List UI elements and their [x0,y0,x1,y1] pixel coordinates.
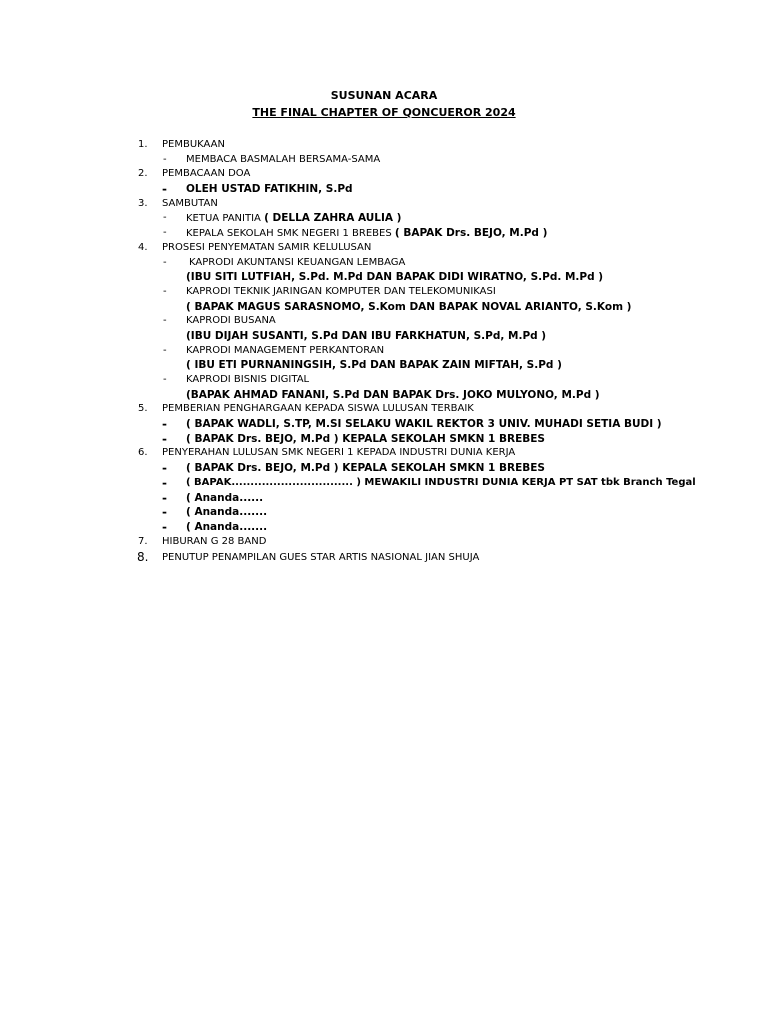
sub-item [0,491,768,506]
sub-item-label: KETUA PANITIA [186,213,261,225]
agenda-item-1 [0,138,768,153]
sub-item-detail [0,329,768,344]
item-number: 8. [137,550,149,565]
sub-item-name: ( BAPAK WADLI, S.TP, M.SI SELAKU WAKIL REKTOR 3 UNIV. MUHADI SETIA BUDI ) [186,418,662,431]
sub-item-name: ( DELLA ZAHRA AULIA ) [264,212,402,225]
sub-item-name: ( IBU ETI PURNANINGSIH, S.Pd DAN BAPAK ZAIN MIFTAH, S.Pd ) [186,359,562,372]
dash-marker: - [162,431,167,446]
dash-marker: - [162,505,167,520]
item-text: PENYERAHAN LULUSAN SMK NEGERI 1 KEPADA INDUSTRI DUNIA KERJA [162,447,516,459]
document-subtitle: THE FINAL CHAPTER OF QONCUEROR 2024 [252,106,516,119]
sub-item [0,505,768,520]
sub-item-detail [0,300,768,315]
item-text: PENUTUP PENAMPILAN GUES STAR ARTIS NASIONAL JIAN SHUJA [162,552,480,564]
agenda-item-7 [0,535,768,550]
item-number: 1. [138,139,148,150]
agenda-item-8 [0,549,768,566]
agenda-item-6 [0,446,768,461]
sub-item-detail [0,388,768,403]
sub-item-name: ( BAPAK................................ ) MEWAKILI INDUSTRI DUNIA KERJA PT SAT tbk Branch Tegal [186,476,696,488]
dash-marker: - [162,182,167,197]
document-title: SUSUNAN ACARA [330,89,438,102]
sub-item-name: ( Ananda....... [186,520,268,533]
sub-item-text: KAPRODI AKUNTANSI KEUANGAN LEMBAGA [189,256,406,268]
agenda-list [0,138,768,566]
item-text: PROSESI PENYEMATAN SAMIR KELULUSAN [162,241,372,253]
sub-item [0,344,768,359]
dash-marker: - [163,374,167,385]
item-text: PEMBERIAN PENGHARGAAN KEPADA SISWA LULUSAN TERBAIK [162,403,474,415]
sub-item [0,461,768,476]
sub-item-text: MEMBACA BASMALAH BERSAMA-SAMA [186,153,381,165]
sub-item [0,476,768,491]
dash-marker: - [162,461,167,476]
dash-marker: - [163,227,167,239]
sub-item-name: (BAPAK AHMAD FANANI, S.Pd DAN BAPAK Drs. JOKO MULYONO, M.Pd ) [186,388,600,401]
sub-item [0,314,768,329]
sub-item-name: ( Ananda....... [186,506,268,519]
dash-marker: - [163,315,167,327]
sub-item [0,153,768,168]
sub-item-name: ( Ananda...... [186,491,264,504]
sub-item [0,520,768,535]
sub-item-text [186,211,402,227]
item-number: 4. [138,241,148,253]
sub-item-text: KAPRODI BISNIS DIGITAL [186,374,310,385]
dash-marker: - [162,475,167,490]
sub-item-text: KAPRODI BUSANA [186,315,276,327]
sub-item [0,432,768,447]
item-text: PEMBACAAN DOA [162,168,251,180]
dash-marker: - [163,344,167,356]
sub-item-label: KEPALA SEKOLAH SMK NEGERI 1 BREBES [186,228,392,240]
item-text: HIBURAN G 28 BAND [162,535,267,547]
sub-item-name: ( BAPAK MAGUS SARASNOMO, S.Kom DAN BAPAK NOVAL ARIANTO, S.Kom ) [186,300,632,313]
sub-item-text [186,226,547,242]
sub-item-name: ( BAPAK Drs. BEJO, M.Pd ) [394,227,548,240]
dash-marker: - [163,256,167,268]
dash-marker: - [162,417,167,432]
sub-item [0,417,768,432]
sub-item [0,373,768,388]
item-number: 7. [138,535,148,547]
agenda-item-2 [0,167,768,182]
item-text: PEMBUKAAN [162,139,225,150]
item-number: 6. [138,447,148,459]
agenda-item-3 [0,197,768,212]
item-number: 3. [138,197,148,209]
sub-item-text: KAPRODI MANAGEMENT PERKANTORAN [186,344,385,356]
sub-item-detail [0,270,768,285]
dash-marker: - [163,285,167,297]
sub-item-name: OLEH USTAD FATIKHIN, S.Pd [186,183,353,196]
dash-marker: - [163,212,167,224]
sub-item-name: ( BAPAK Drs. BEJO, M.Pd ) KEPALA SEKOLAH SMKN 1 BREBES [186,432,545,445]
item-number: 2. [138,168,148,180]
sub-item [0,211,768,226]
dash-marker: - [162,490,167,505]
sub-item [0,285,768,300]
dash-marker: - [163,153,167,165]
item-text: SAMBUTAN [162,197,218,209]
dash-marker: - [162,519,167,534]
sub-item-name: ( BAPAK Drs. BEJO, M.Pd ) KEPALA SEKOLAH SMKN 1 BREBES [186,462,545,475]
item-number: 5. [138,403,148,415]
sub-item [0,226,768,241]
sub-item [0,182,768,197]
agenda-item-5 [0,402,768,417]
agenda-item-4 [0,241,768,256]
sub-item [0,256,768,271]
sub-item-text: KAPRODI TEKNIK JARINGAN KOMPUTER DAN TELEKOMUNIKASI [186,285,496,297]
sub-item-detail [0,358,768,373]
sub-item-name: (IBU DIJAH SUSANTI, S.Pd DAN IBU FARKHATUN, S.Pd, M.Pd ) [186,329,547,342]
sub-item-name: (IBU SITI LUTFIAH, S.Pd. M.Pd DAN BAPAK DIDI WIRATNO, S.Pd. M.Pd ) [186,271,604,284]
